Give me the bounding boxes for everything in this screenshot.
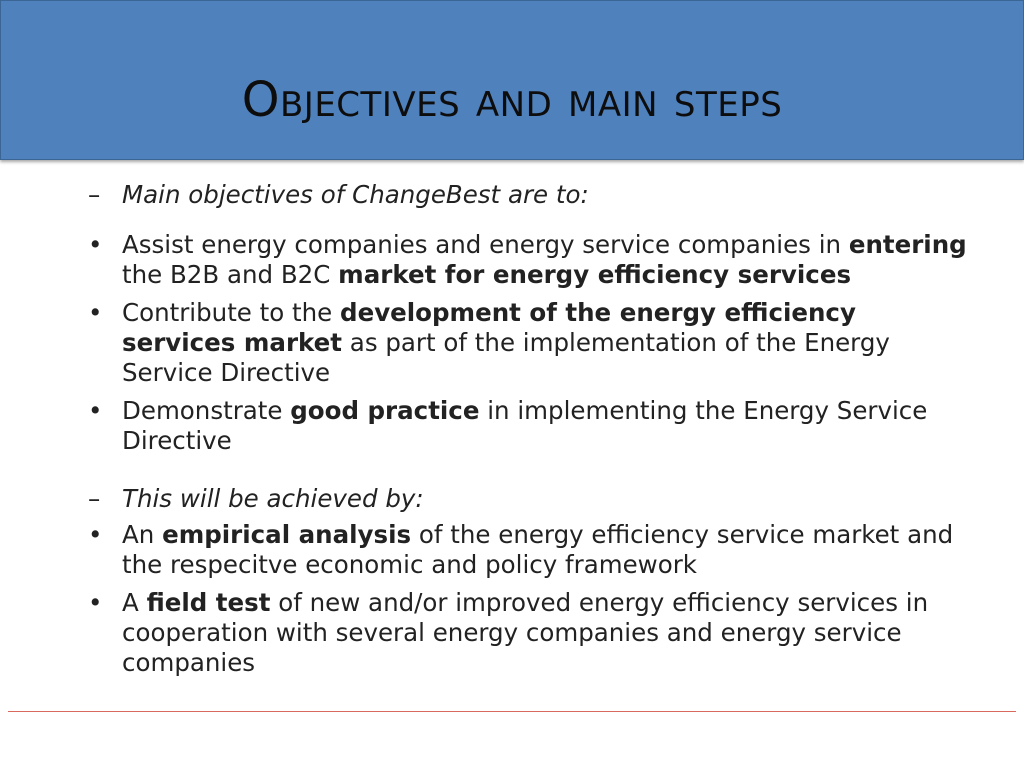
- dash-marker: –: [88, 484, 101, 513]
- objectives-heading-text: Main objectives of ChangeBest are to:: [122, 180, 589, 209]
- list-item-text: Contribute to the development of the energy efficiency services market as part of the implementation of the Energy Service Directive: [122, 298, 890, 387]
- achieved-by-heading-text: This will be achieved by:: [122, 484, 424, 513]
- slide-title: Objectives and main steps: [241, 72, 783, 128]
- steps-list: [88, 520, 968, 678]
- list-item-text: An empirical analysis of the energy efficiency service market and the respecitve economic and policy framework: [122, 520, 954, 579]
- list-item: [88, 588, 968, 678]
- footer-divider: [8, 711, 1016, 712]
- list-item: [88, 230, 968, 290]
- title-bar: [0, 0, 1024, 160]
- bullet-marker: •: [88, 520, 103, 549]
- bullet-marker: •: [88, 298, 103, 327]
- list-item-text: A field test of new and/or improved energy efficiency services in cooperation with several energy companies and energy service companies: [122, 588, 929, 677]
- list-item: [88, 520, 968, 580]
- bullet-marker: •: [88, 230, 103, 259]
- bullet-marker: •: [88, 396, 103, 425]
- objectives-list: [88, 230, 968, 456]
- bullet-marker: •: [88, 588, 103, 617]
- achieved-by-heading: [88, 484, 968, 514]
- list-item-text: Demonstrate good practice in implementing the Energy Service Directive: [122, 396, 928, 455]
- list-item: [88, 396, 968, 456]
- slide-content: [88, 176, 968, 686]
- list-item: [88, 298, 968, 388]
- objectives-heading: [88, 180, 968, 210]
- list-item-text: Assist energy companies and energy service companies in entering the B2B and B2C market for energy efficiency services: [122, 230, 967, 289]
- dash-marker: –: [88, 180, 101, 209]
